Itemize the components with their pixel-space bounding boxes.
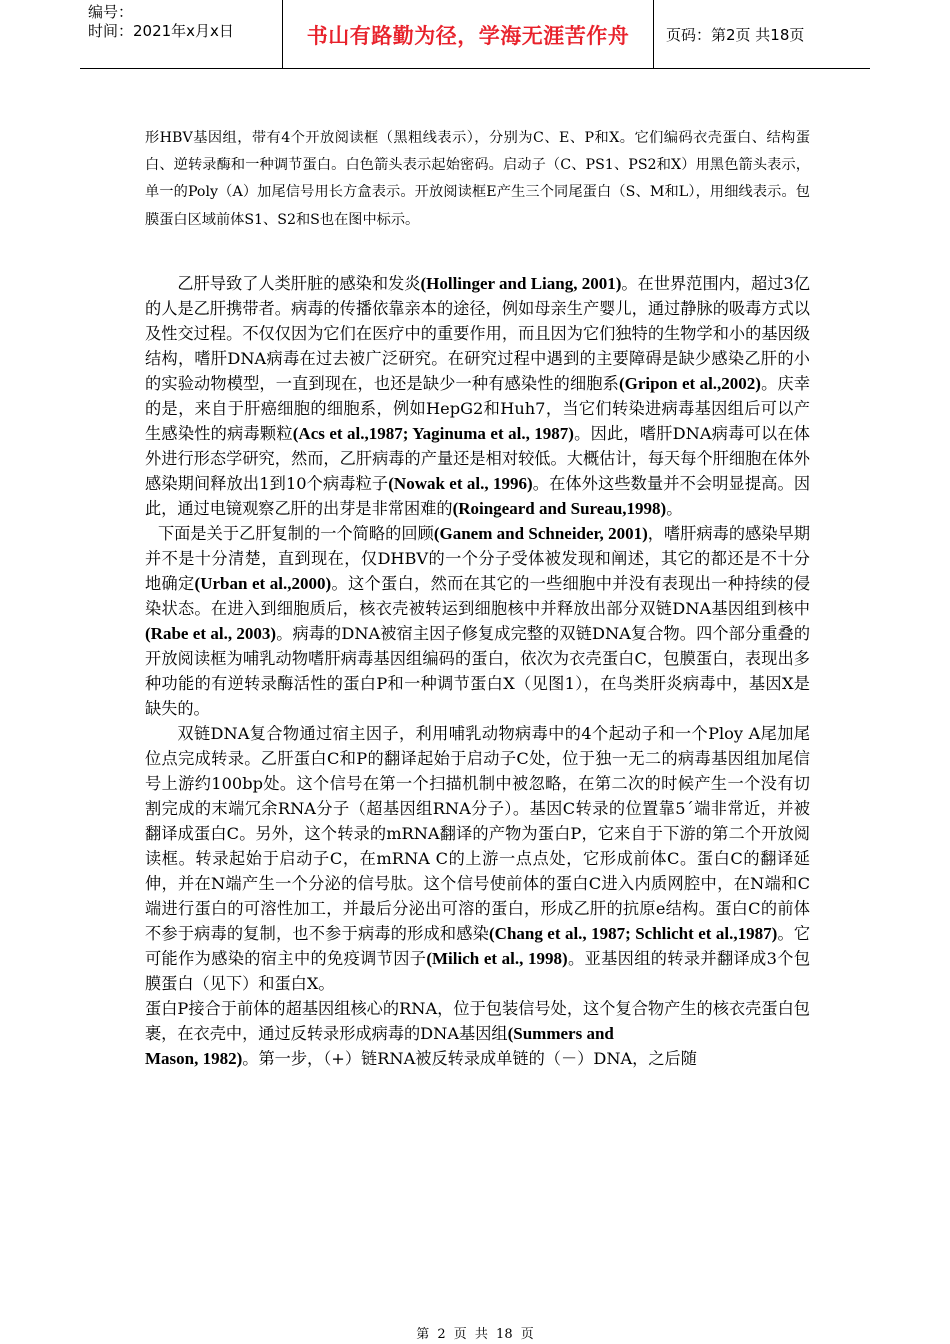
text: ，嗜肝病毒的感染早期并不是十分清楚，直到现在，仅DHBV的一个分子受体被发现和阐述，其它的都还是不十分地确定: [145, 524, 811, 593]
main-text: [145, 271, 810, 1071]
text: 双链DNA复合物通过宿主因子，利用哺乳动物病毒中的4个起动子和一个Ploy A尾加尾位点完成转录。乙肝蛋白C和P的翻译起始于启动子C处，位于独一无二的病毒基因组加尾信号上游约100bp处。这个信号在第一个扫描机制中被忽略，在第二次的时候产生一个没有切割完成的末端冗余RNA分子（超基因组RNA分子）。基因C转录的位置靠5´端非常近，并被翻译成蛋白C。另外，这个转录的mRNA翻译的产物为蛋白P，它来自于下游的第二个开放阅读框。转录起始于启动子C，在mRNA C的上游一点点处，它形成前体C。蛋白C的翻译延伸，并在N端产生一个分泌的信号肽。这个信号使前体的蛋白C进入内质网腔中，在N端和C端进行蛋白的可溶性加工，并最后分泌出可溶的蛋白，形成乙肝的抗原e结构。蛋白C的前体不参于病毒的复制，也不参于病毒的形成和感染: [145, 724, 810, 943]
citation: (Milich et al., 1998): [426, 949, 568, 968]
header-meta-cell: [80, 0, 283, 68]
citation: (Roingeard and Sureau,1998): [452, 499, 667, 518]
paragraph-2: [145, 521, 810, 721]
text: 。庆幸的是，来自于肝癌细胞的细胞系，例如HepG2和Huh7，当它们转染进病毒基因组后可以产生感染性的病毒颗粒: [145, 374, 811, 443]
text: 。第一步，（+）链RNA被反转录成单链的（－）DNA，之后随: [242, 1049, 697, 1068]
text: 。它可能作为感染的宿主中的免疫调节因子: [145, 924, 811, 968]
text: 下面是关于乙肝复制的一个简略的回顾: [157, 524, 434, 543]
text: 。在世界范围内，超过3亿的人是乙肝携带者。病毒的传播依靠亲本的途径，例如母亲生产婴儿，通过静脉的吸毒方式以及性交过程。不仅仅因为它们在医疗中的重要作用，而且因为它们独特的生物学和小的基因级结构，嗜肝DNA病毒在过去被广泛研究。在研究过程中遇到的主要障碍是缺少感染乙肝的小的实验动物模型，一直到现在，也还是缺少一种有感染性的细胞系: [145, 274, 810, 393]
citation: (Nowak et al., 1996): [388, 474, 533, 493]
text: 乙肝导致了人类肝脏的感染和发炎: [177, 274, 421, 293]
header-page-cell: [654, 0, 870, 68]
text: 。: [666, 499, 683, 518]
citation: (Ganem and Schneider, 2001): [433, 524, 648, 543]
citation: (Acs et al.,1987; Yaginuma et al., 1987): [292, 424, 574, 443]
citation: (Summers and: [507, 1024, 614, 1043]
page-header: [80, 0, 870, 69]
text: 。在体外这些数量并不会明显提高。因此，通过电镜观察乙肝的出芽是非常困难的: [145, 474, 811, 518]
citation: (Hollinger and Liang, 2001): [420, 274, 622, 293]
citation: (Urban et al.,2000): [194, 574, 332, 593]
header-motto: 书山有路勤为径，学海无涯苦作舟: [306, 24, 630, 48]
text: 。这个蛋白，然而在其它的一些细胞中并没有表现出一种持续的侵染状态。在进入到细胞质后，核衣壳被转运到细胞核中并释放出部分双链DNA基因组到核中: [145, 574, 811, 618]
page-footer: 第 2 页 共 18 页: [416, 1327, 534, 1342]
text: 。因此，嗜肝DNA病毒可以在体外进行形态学研究，然而，乙肝病毒的产量还是相对较低。大概估计，每天每个肝细胞在体外感染期间释放出1到10个病毒粒子: [145, 424, 810, 493]
document-number-label: 编号：: [88, 3, 134, 21]
document-time-label: 时间：2021年x月x日: [88, 22, 234, 40]
citation: (Gripon et al.,2002): [619, 374, 761, 393]
text: 蛋白P接合于前体的超基因组核心的RNA，位于包装信号处，这个复合物产生的核衣壳蛋白包裹，在衣壳中，通过反转录形成病毒的DNA基因组: [145, 999, 810, 1043]
paragraph-3: [145, 721, 810, 996]
text: 。病毒的DNA被宿主因子修复成完整的双链DNA复合物。四个部分重叠的开放阅读框为哺乳动物嗜肝病毒基因组编码的蛋白，依次为衣壳蛋白C，包膜蛋白，表现出多种功能的有逆转录酶活性的蛋白P和一种调节蛋白X（见图1），在鸟类肝炎病毒中，基因X是缺失的。: [145, 624, 811, 718]
header-motto-cell: [283, 0, 654, 68]
citation: (Rabe et al., 2003): [145, 624, 277, 643]
citation: Mason, 1982): [145, 1049, 243, 1068]
text: 。亚基因组的转录并翻译成3个包膜蛋白（见下）和蛋白X。: [145, 949, 811, 993]
header-page-info: 页码：第2页 共18页: [666, 26, 805, 44]
paragraph-4: [145, 996, 810, 1071]
figure-caption: 形HBV基因组，带有4个开放阅读框（黑粗线表示），分别为C、E、P和X。它们编码衣壳蛋白、结构蛋白、逆转录酶和一种调节蛋白。白色箭头表示起始密码。启动子（C、PS1、PS2和X）用黑色箭头表示，单一的Poly（A）加尾信号用长方盒表示。开放阅读框E产生三个同尾蛋白（S、M和L），用细线表示。包膜蛋白区域前体S1、S2和S也在图中标示。: [145, 130, 810, 228]
paragraph-1: [145, 271, 810, 521]
citation: (Chang et al., 1987; Schlicht et al.,1987): [489, 924, 778, 943]
